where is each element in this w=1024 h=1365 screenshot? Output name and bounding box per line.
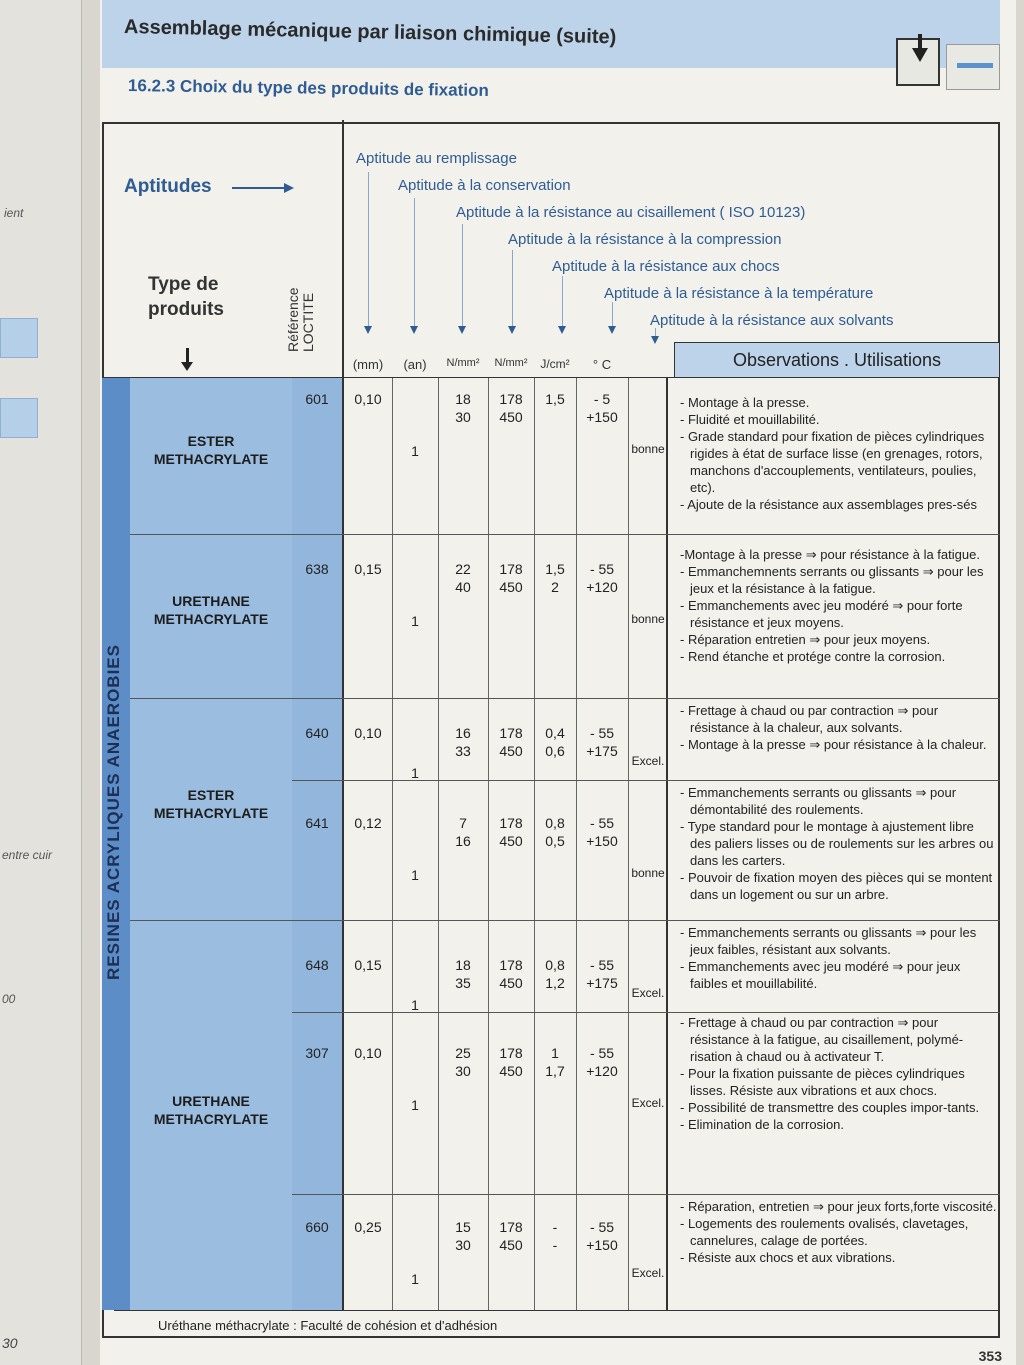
cell-temperature: [576, 1044, 628, 1080]
observation-line: - Frettage à chaud ou par contraction ⇒ pour résistance à la chaleur, aux solvants.: [680, 703, 939, 735]
cell-value: 178: [499, 1045, 523, 1061]
cell-conservation: 1: [411, 997, 419, 1013]
cell-value: 0,4: [545, 725, 565, 741]
cell-value: +120: [586, 1063, 618, 1079]
cell-ref: 307: [305, 1045, 329, 1061]
observation-line: - Emmanchements serrants ou glissants ⇒ pour démontabilité des roulements.: [680, 785, 957, 817]
cell-value: - 5: [593, 391, 611, 407]
observation-line: - Frettage à chaud ou par contraction ⇒ pour résistance à la fatigue, au cisaillement, polymé-risation à chaud ou à activateur T.: [680, 1015, 964, 1064]
down-arrow-icon: [458, 326, 466, 334]
observation-line: - Grade standard pour fixation de pièces cylindriques rigides à état de surface lisse (en grenages, rotors, manchons d'accouplements, ventilateurs, poulies, etc).: [680, 429, 985, 495]
cell-value: 1,5: [545, 561, 565, 577]
cell-value: +175: [586, 743, 618, 759]
cell-value: 1,2: [545, 975, 565, 991]
down-arrow-icon: [364, 326, 372, 334]
cell-solvants: bonne: [631, 612, 665, 626]
product-type-column: [130, 378, 292, 1310]
cell-value: 450: [499, 1063, 523, 1079]
observation-line: - Elimination de la corrosion.: [680, 1117, 845, 1132]
down-arrow-icon: [508, 326, 516, 334]
group-ester-methacrylate: ESTER METHACRYLATE: [153, 787, 269, 821]
cell-compression: [488, 724, 534, 760]
cell-chocs: [534, 1218, 576, 1254]
cell-chocs: [534, 956, 576, 992]
cell-jeu: 0,15: [354, 561, 382, 577]
cell-solvants: Excel.: [631, 1266, 665, 1280]
cell-compression: [488, 1044, 534, 1080]
cell-temperature: [576, 724, 628, 760]
cell-value: 0,8: [545, 957, 565, 973]
cell-compression: [488, 390, 534, 426]
cell-value: +120: [586, 579, 618, 595]
column-divider: [666, 378, 668, 1310]
group-ester-methacrylate: ESTER METHACRYLATE: [153, 433, 269, 467]
cell-temperature: [576, 956, 628, 992]
cell-value: 0,6: [545, 743, 565, 759]
col-conservation: Aptitude à la conservation: [398, 177, 571, 194]
cell-temperature: [576, 390, 628, 426]
type-produits-label: [148, 272, 224, 322]
observations-cell: [678, 1014, 998, 1133]
observation-line: - Montage à la presse.: [680, 395, 810, 410]
header-guide: [562, 276, 563, 332]
cell-value: 18: [455, 391, 471, 407]
observations-cell: [678, 784, 998, 903]
cell-ref: 641: [305, 815, 329, 831]
observations-cell: [678, 702, 998, 753]
cell-value: 178: [499, 1219, 523, 1235]
cell-conservation: 1: [411, 765, 419, 781]
observation-line: - Emmanchements avec jeu modéré ⇒ pour forte résistance et jeux moyens.: [680, 598, 963, 630]
previous-page-fragment: entre cuir: [2, 848, 53, 862]
loctite-text: LOCTITE: [300, 292, 316, 352]
cell-value: - 55: [589, 815, 615, 831]
cell-solvants: bonne: [631, 442, 665, 456]
cell-value: 15: [455, 1219, 471, 1235]
cell-cisaillement: [438, 1044, 488, 1080]
observation-line: - Ajoute de la résistance aux assemblages pres-sés: [680, 497, 977, 512]
page-number: 353: [978, 1348, 1002, 1364]
observation-line: - Fluidité et mouillabilité.: [680, 412, 820, 427]
cell-value: - 55: [589, 725, 615, 741]
cell-value: 0,5: [545, 833, 565, 849]
down-arrow-icon: [558, 326, 566, 334]
cell-value: 1,7: [545, 1063, 565, 1079]
unit-celsius: ° C: [592, 357, 612, 372]
observation-line: - Résiste aux chocs et aux vibrations.: [680, 1250, 896, 1265]
cell-cisaillement: [438, 390, 488, 426]
page: [100, 0, 1016, 1365]
down-arrow-icon: [410, 326, 418, 334]
cell-value: +150: [586, 833, 618, 849]
cell-chocs: [534, 724, 576, 760]
cell-ref: 640: [305, 725, 329, 741]
col-chocs: Aptitude à la résistance aux chocs: [552, 258, 780, 275]
cell-temperature: [576, 814, 628, 850]
cell-value: 35: [455, 975, 471, 991]
cell-compression: [488, 956, 534, 992]
col-compression: Aptitude à la résistance à la compression: [508, 231, 782, 248]
produits-text: produits: [148, 299, 224, 320]
observation-line: - Réparation, entretien ⇒ pour jeux forts,forte viscosité.: [680, 1199, 997, 1214]
observations-cell: [678, 394, 998, 513]
cell-value: 40: [455, 579, 471, 595]
cell-value: 30: [455, 1063, 471, 1079]
cell-jeu: 0,15: [354, 957, 382, 973]
cell-chocs: [534, 814, 576, 850]
observation-line: - Emmanchements avec jeu modéré ⇒ pour jeux faibles et mouillabilité.: [680, 959, 961, 991]
down-arrow-icon: [651, 336, 659, 344]
cell-value: 33: [455, 743, 471, 759]
footer-note: Uréthane méthacrylate : Faculté de cohésion et d'adhésion: [114, 1310, 998, 1338]
cell-value: 450: [499, 743, 523, 759]
cell-value: 450: [499, 579, 523, 595]
cell-jeu: 0,10: [354, 391, 382, 407]
cell-cisaillement: [438, 1218, 488, 1254]
cell-solvants: bonne: [631, 866, 665, 880]
group-urethane-methacrylate: URETHANE METHACRYLATE: [153, 593, 269, 627]
previous-page-fragment: 00: [2, 992, 16, 1006]
observation-line: - Réparation entretien ⇒ pour jeux moyens.: [680, 632, 931, 647]
observation-line: - Logements des roulements ovalisés, clavetages, cannelures, calage de portées.: [680, 1216, 969, 1248]
cell-value: 178: [499, 725, 523, 741]
cell-solvants: Excel.: [631, 986, 665, 1000]
chapter-marker: [896, 38, 940, 86]
cell-value: +175: [586, 975, 618, 991]
observation-line: - Montage à la presse ⇒ pour résistance à la chaleur.: [680, 737, 987, 752]
cell-ref: 638: [305, 561, 329, 577]
unit-mm: (mm): [352, 357, 384, 372]
header-guide: [462, 224, 463, 332]
type-de-text: Type de: [148, 274, 219, 295]
previous-page-number: 30: [2, 1335, 18, 1351]
cell-value: 30: [455, 1237, 471, 1253]
resines-acryliques-label: RESINES ACRYLIQUES ANAEROBIES: [104, 644, 123, 980]
reference-column-bg: [292, 378, 342, 1310]
cell-value: 178: [499, 815, 523, 831]
previous-page-blue-tab: [0, 398, 38, 438]
cell-temperature: [576, 1218, 628, 1254]
observation-line: - Rend étanche et protége contre la corrosion.: [680, 649, 946, 664]
group-urethane-methacrylate: URETHANE METHACRYLATE: [153, 1093, 269, 1127]
header-guide: [414, 198, 415, 332]
cell-value: 178: [499, 957, 523, 973]
cell-value: 450: [499, 833, 523, 849]
previous-page-margin: [0, 0, 82, 1365]
row-separator: [292, 1194, 1000, 1195]
cell-value: 178: [499, 561, 523, 577]
cell-compression: [488, 560, 534, 596]
cell-jeu: 0,12: [354, 815, 382, 831]
cell-value: 22: [455, 561, 471, 577]
reference-text: Référence: [285, 287, 301, 352]
cell-conservation: 1: [411, 613, 419, 629]
cell-ref: 648: [305, 957, 329, 973]
observations-cell: [678, 1198, 998, 1266]
cell-compression: [488, 814, 534, 850]
observation-line: - Emmanchements serrants ou glissants ⇒ pour les jeux faibles, résistant aux solvants.: [680, 925, 977, 957]
cell-value: 30: [455, 409, 471, 425]
cell-value: 450: [499, 1237, 523, 1253]
down-arrow-icon: [608, 326, 616, 334]
cell-cisaillement: [438, 724, 488, 760]
cell-chocs: [534, 1044, 576, 1080]
cell-value: -: [552, 1237, 558, 1253]
cell-ref: 601: [305, 391, 329, 407]
reference-loctite-label: [286, 272, 316, 352]
cell-temperature: [576, 560, 628, 596]
cell-value: 178: [499, 391, 523, 407]
observation-line: - Possibilité de transmettre des couples impor-tants.: [680, 1100, 980, 1115]
page-title: Assemblage mécanique par liaison chimique (suite): [123, 16, 617, 49]
cell-ref: 660: [305, 1219, 329, 1235]
previous-page-blue-tab: [0, 318, 38, 358]
cell-value: +150: [586, 1237, 618, 1253]
cell-value: 1: [551, 1045, 559, 1061]
col-temperature: Aptitude à la résistance à la température: [604, 285, 874, 302]
col-remplissage: Aptitude au remplissage: [356, 150, 517, 167]
cell-jeu: 0,10: [354, 1045, 382, 1061]
cell-jeu: 0,25: [354, 1219, 382, 1235]
col-solvants: Aptitude à la résistance aux solvants: [650, 312, 894, 329]
column-divider: [342, 120, 344, 1310]
cell-compression: [488, 1218, 534, 1254]
section-subtitle: 16.2.3 Choix du type des produits de fixation: [127, 76, 489, 101]
row-separator: [130, 698, 1000, 699]
cell-value: - 55: [589, 957, 615, 973]
column-divider: [628, 378, 629, 1310]
cell-conservation: 1: [411, 443, 419, 459]
cell-cisaillement: [438, 956, 488, 992]
cell-value: +150: [586, 409, 618, 425]
cell-solvants: Excel.: [631, 754, 665, 768]
header-guide: [512, 250, 513, 332]
header-guide: [368, 172, 369, 332]
observation-line: - Emmanchemnents serrants ou glissants ⇒ pour les jeux et la résistance à la fatigue.: [680, 564, 984, 596]
cell-chocs: [534, 560, 576, 596]
right-arrow-icon: [232, 187, 292, 189]
column-divider: [392, 378, 393, 1310]
section-tab-icon: [946, 44, 1000, 90]
cell-value: 450: [499, 975, 523, 991]
cell-value: - 55: [589, 1045, 615, 1061]
cell-conservation: 1: [411, 867, 419, 883]
cell-value: - 55: [589, 561, 615, 577]
cell-chocs: [534, 390, 576, 408]
observation-line: -Montage à la presse ⇒ pour résistance à la fatigue.: [680, 547, 980, 562]
observations-header: Observations . Utilisations: [674, 342, 1000, 378]
cell-value: 1,5: [545, 391, 565, 407]
observation-line: - Type standard pour le montage à ajustement libre des paliers lisses ou de roulements sur les arbres ou dans les carters.: [680, 819, 994, 868]
observations-cell: [678, 546, 998, 665]
down-arrow-icon: [186, 348, 189, 364]
previous-page-fragment: ient: [4, 206, 24, 220]
cell-conservation: 1: [411, 1097, 419, 1113]
cell-value: 18: [455, 957, 471, 973]
cell-value: - 55: [589, 1219, 615, 1235]
observation-line: - Pouvoir de fixation moyen des pièces qui se montent dans un logement ou sur un arbre.: [680, 870, 993, 902]
aptitudes-label: Aptitudes: [124, 176, 212, 197]
cell-cisaillement: [438, 560, 488, 596]
cell-value: 7: [459, 815, 467, 831]
col-cisaillement: Aptitude à la résistance au cisaillement ( ISO 10123): [456, 204, 806, 221]
unit-an: (an): [403, 357, 427, 372]
unit-nmm2: N/mm²: [446, 357, 480, 369]
cell-value: -: [552, 1219, 558, 1235]
row-separator: [130, 534, 1000, 535]
cell-value: 25: [455, 1045, 471, 1061]
down-arrow-icon: [912, 48, 928, 62]
cell-value: 2: [551, 579, 559, 595]
unit-jcm2: J/cm²: [540, 357, 570, 371]
cell-value: 16: [455, 833, 471, 849]
cell-jeu: 0,10: [354, 725, 382, 741]
cell-value: 16: [455, 725, 471, 741]
row-separator: [130, 920, 1000, 921]
cell-value: 0,8: [545, 815, 565, 831]
cell-solvants: Excel.: [631, 1096, 665, 1110]
cell-value: 450: [499, 409, 523, 425]
cell-conservation: 1: [411, 1271, 419, 1287]
cell-cisaillement: [438, 814, 488, 850]
observation-line: - Pour la fixation puissante de pièces cylindriques lisses. Résiste aux vibrations et aux chocs.: [680, 1066, 965, 1098]
observations-cell: [678, 924, 998, 992]
unit-nmm2: N/mm²: [494, 357, 528, 369]
